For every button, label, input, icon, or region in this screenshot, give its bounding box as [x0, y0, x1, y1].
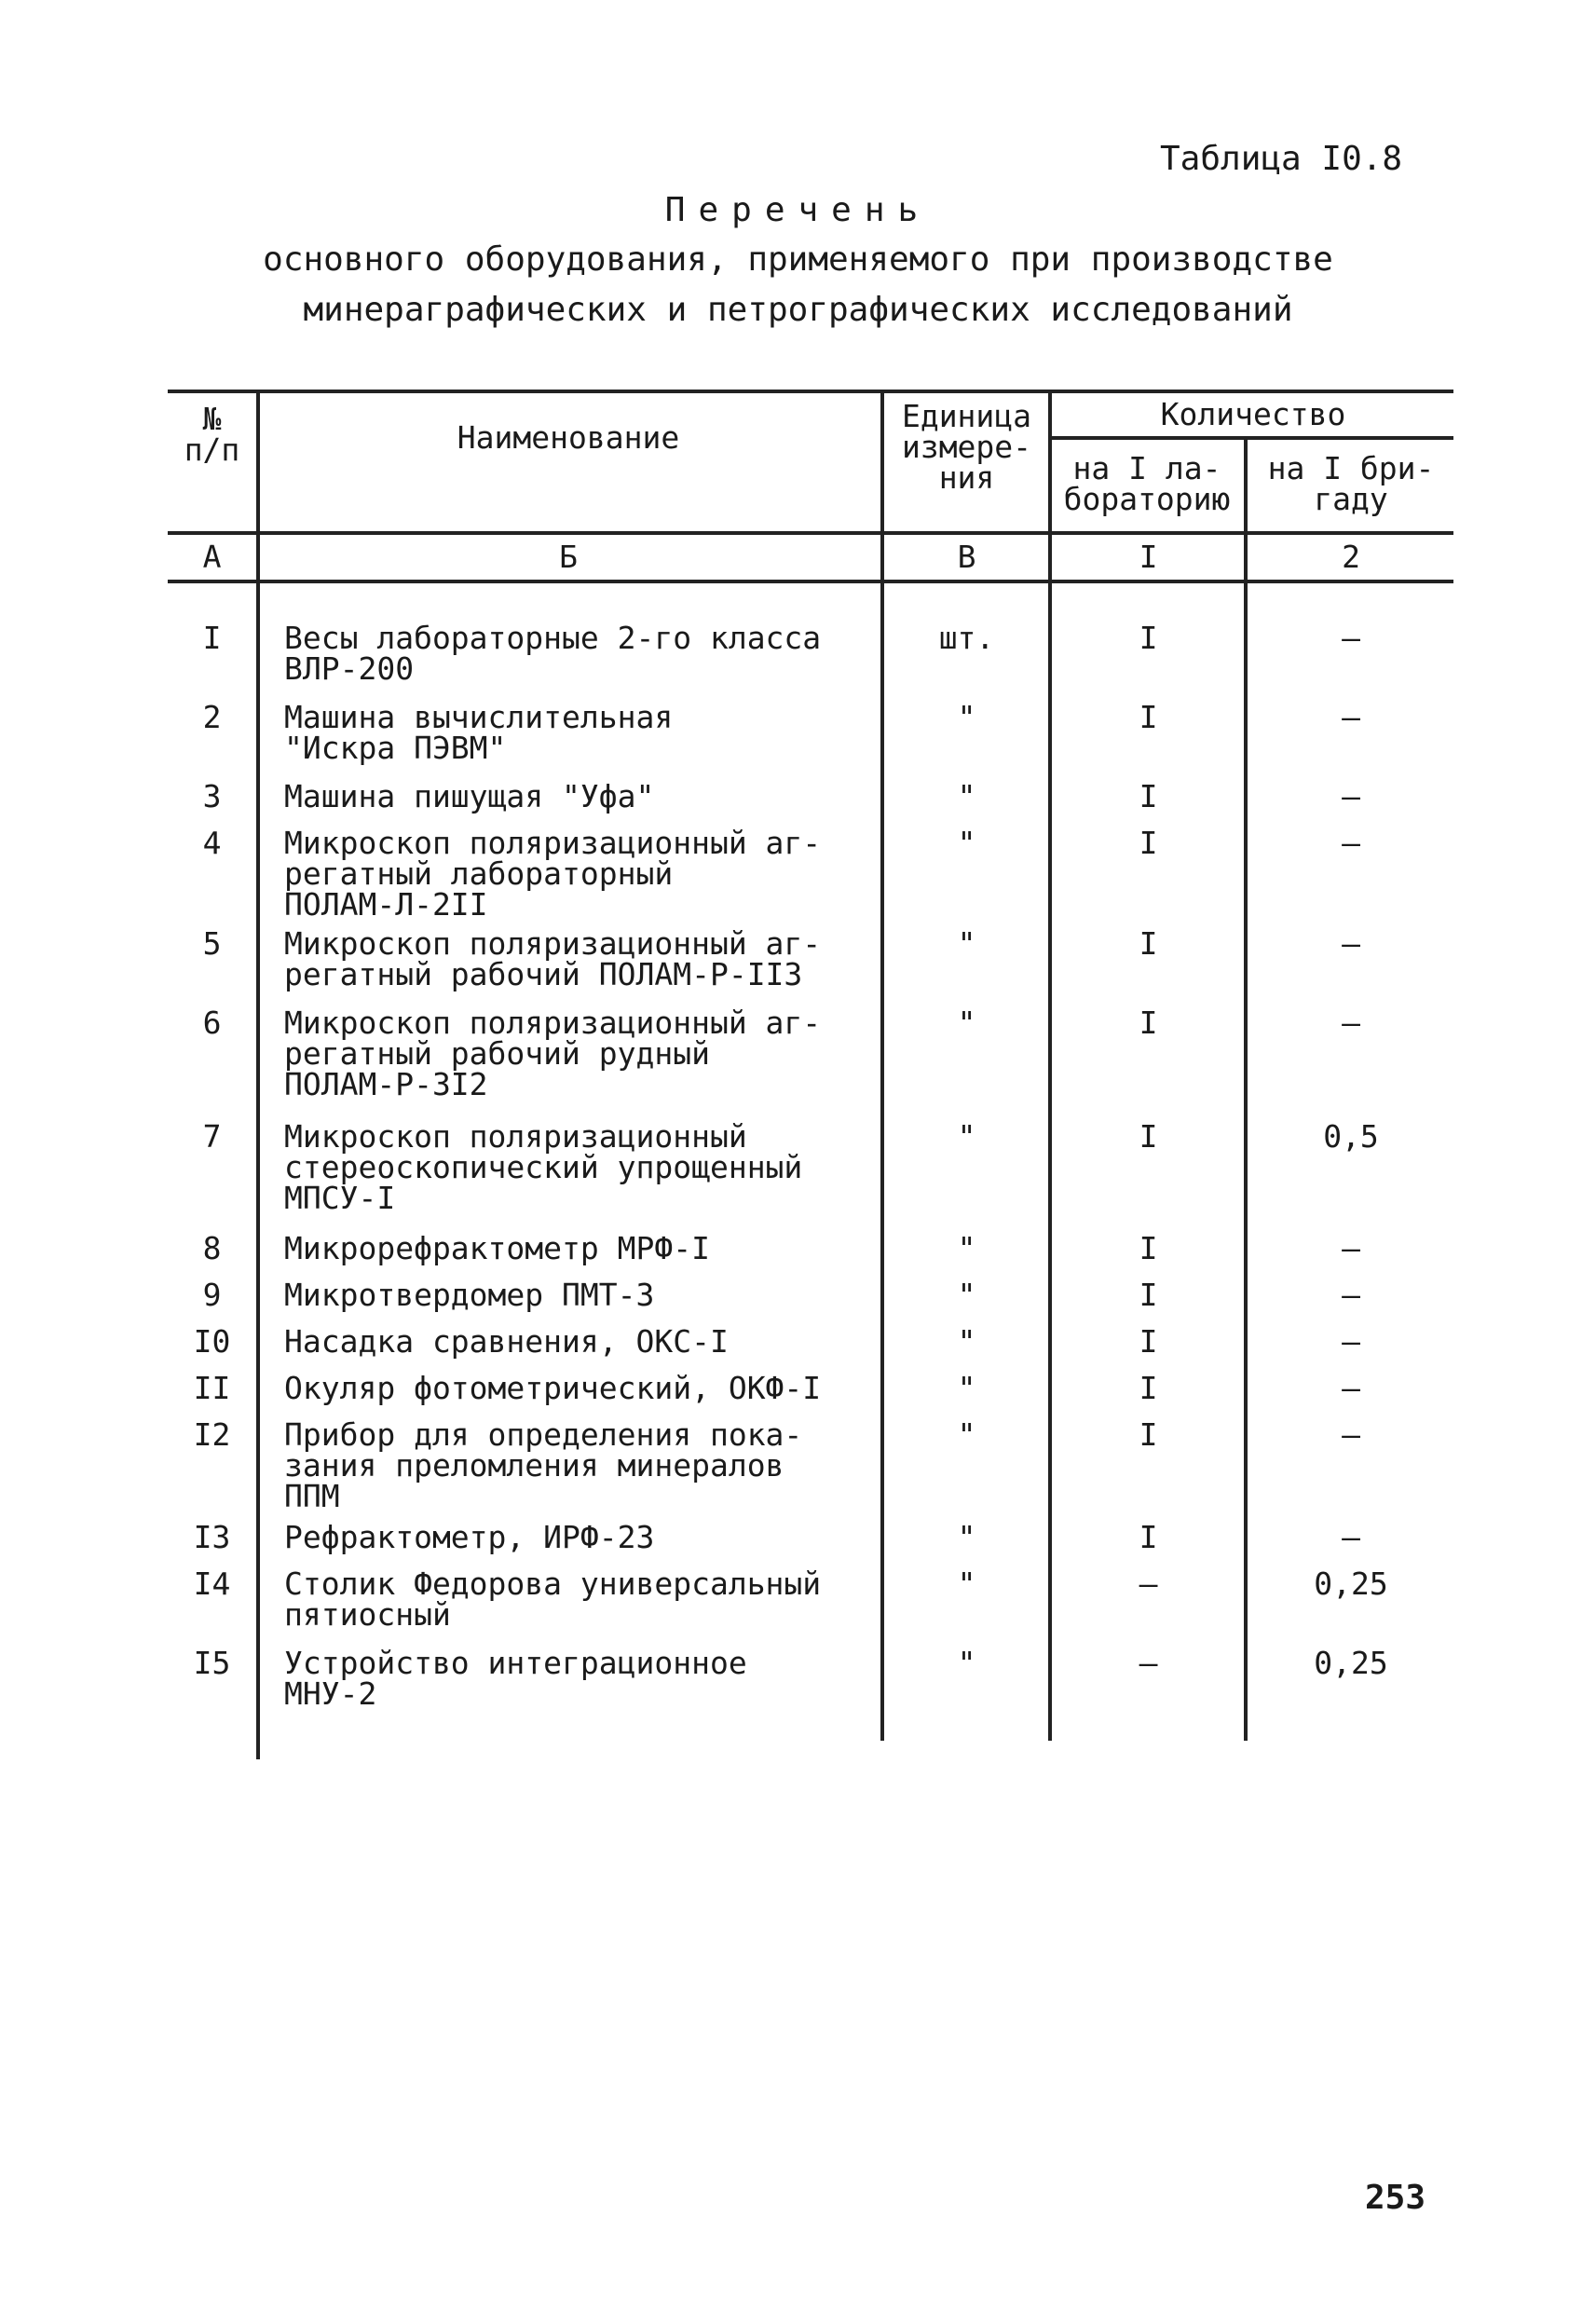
equipment-table: [168, 390, 1453, 1769]
row-name: Микроскоп поляризационный аг- регатный рабочий рудный ПОЛАМ-Р-3I2: [284, 1005, 822, 1102]
quantity-divider-rule: [1048, 436, 1453, 440]
row-per-brigade: –: [1342, 1230, 1360, 1266]
col-rule-4: [1244, 436, 1248, 1741]
row-number: I2: [193, 1416, 231, 1453]
letters-bottom-rule: [168, 580, 1453, 583]
page-number: 253: [1365, 2179, 1426, 2217]
row-per-brigade: –: [1342, 825, 1360, 861]
row-number: 7: [202, 1118, 222, 1155]
row-number: 5: [202, 925, 222, 962]
row-name: Микроскоп поляризационный аг- регатный рабочий ПОЛАМ-Р-II3: [284, 925, 822, 992]
row-per-lab: I: [1139, 620, 1158, 656]
row-per-lab: I: [1139, 1519, 1158, 1555]
column-letter-1: I: [1139, 539, 1158, 575]
row-per-lab: I: [1139, 1370, 1158, 1406]
header-per-lab: на I ла- бораторию: [1063, 450, 1231, 517]
row-unit: ": [957, 1370, 976, 1406]
header-quantity: Количество: [1160, 396, 1346, 432]
row-unit: шт.: [938, 620, 995, 656]
column-letter-a: А: [202, 539, 222, 575]
row-per-lab: I: [1139, 699, 1158, 735]
column-letter-2: 2: [1342, 539, 1360, 575]
title-subheading-line1: основного оборудования, применяемого при производстве: [263, 240, 1333, 279]
row-number: 2: [202, 699, 222, 735]
row-unit: ": [957, 1118, 976, 1155]
row-number: I3: [193, 1519, 231, 1555]
row-number: 6: [202, 1005, 222, 1041]
row-number: I5: [193, 1645, 231, 1681]
row-per-brigade: –: [1342, 620, 1360, 656]
row-unit: ": [957, 1230, 976, 1266]
row-name: Микроскоп поляризационный стереоскопический упрощенный МПСУ-I: [284, 1118, 803, 1216]
header-name: Наименование: [457, 419, 680, 456]
row-unit: ": [957, 1645, 976, 1681]
row-name: Устройство интеграционное МНУ-2: [284, 1645, 747, 1712]
row-per-brigade: –: [1342, 1370, 1360, 1406]
row-per-lab: I: [1139, 1005, 1158, 1041]
header-unit: Единица измере- ния: [901, 398, 1032, 496]
row-name: Микротвердомер ПМТ-3: [284, 1277, 655, 1313]
row-name: Машина пишущая "Уфа": [284, 778, 655, 814]
row-unit: ": [957, 1277, 976, 1313]
row-name: Микроскоп поляризационный аг- регатный лабораторный ПОЛАМ-Л-2II: [284, 825, 822, 923]
row-name: Рефрактометр, ИРФ-23: [284, 1519, 655, 1555]
title-heading: Перечень: [664, 191, 932, 229]
row-per-brigade: –: [1342, 1519, 1360, 1555]
row-unit: ": [957, 1566, 976, 1602]
header-bottom-rule: [168, 531, 1453, 535]
row-name: Прибор для определения пока- зания преломления минералов ППМ: [284, 1416, 803, 1514]
row-per-lab: I: [1139, 1277, 1158, 1313]
row-number: 9: [202, 1277, 222, 1313]
row-per-lab: I: [1139, 1118, 1158, 1155]
row-per-lab: I: [1139, 1230, 1158, 1266]
row-number: 8: [202, 1230, 222, 1266]
row-number: 3: [202, 778, 222, 814]
row-unit: ": [957, 1005, 976, 1041]
row-name: Столик Федорова универсальный пятиосный: [284, 1566, 822, 1633]
row-per-brigade: 0,25: [1314, 1645, 1388, 1681]
row-per-lab: I: [1139, 825, 1158, 861]
row-per-brigade: –: [1342, 778, 1360, 814]
row-number: 4: [202, 825, 222, 861]
row-per-brigade: 0,5: [1323, 1118, 1379, 1155]
row-unit: ": [957, 699, 976, 735]
row-name: Машина вычислительная "Искра ПЭВМ": [284, 699, 674, 766]
row-per-brigade: –: [1342, 1005, 1360, 1041]
row-per-lab: I: [1139, 1323, 1158, 1360]
title-subheading-line2: минераграфических и петрографических исследований: [303, 291, 1293, 329]
row-per-brigade: –: [1342, 1277, 1360, 1313]
col-rule-2: [880, 390, 884, 1741]
row-unit: ": [957, 825, 976, 861]
row-per-lab: I: [1139, 778, 1158, 814]
row-per-brigade: –: [1342, 1323, 1360, 1360]
row-number: II: [193, 1370, 231, 1406]
row-name: Микрорефрактометр МРФ-I: [284, 1230, 710, 1266]
col-rule-3: [1048, 390, 1052, 1741]
col-rule-1: [256, 390, 260, 1759]
row-name: Окуляр фотометрический, ОКФ-I: [284, 1370, 822, 1406]
column-letter-b: Б: [559, 539, 578, 575]
column-letter-v: В: [957, 539, 976, 575]
header-num: № п/п: [184, 401, 240, 468]
row-per-brigade: 0,25: [1314, 1566, 1388, 1602]
row-unit: ": [957, 925, 976, 962]
row-per-brigade: –: [1342, 925, 1360, 962]
table-top-rule: [168, 390, 1453, 393]
row-per-brigade: –: [1342, 1416, 1360, 1453]
table-number: Таблица I0.8: [1160, 140, 1403, 178]
row-unit: ": [957, 1519, 976, 1555]
row-number: I: [202, 620, 222, 656]
row-per-lab: I: [1139, 1416, 1158, 1453]
row-per-lab: –: [1139, 1566, 1158, 1602]
row-name: Насадка сравнения, ОКС-I: [284, 1323, 729, 1360]
row-number: I0: [193, 1323, 231, 1360]
header-per-brigade: на I бри- гаду: [1267, 450, 1435, 517]
row-unit: ": [957, 1323, 976, 1360]
row-per-brigade: –: [1342, 699, 1360, 735]
row-unit: ": [957, 1416, 976, 1453]
row-number: I4: [193, 1566, 231, 1602]
row-per-lab: –: [1139, 1645, 1158, 1681]
row-name: Весы лабораторные 2-го класса ВЛР-200: [284, 620, 822, 687]
row-per-lab: I: [1139, 925, 1158, 962]
row-unit: ": [957, 778, 976, 814]
